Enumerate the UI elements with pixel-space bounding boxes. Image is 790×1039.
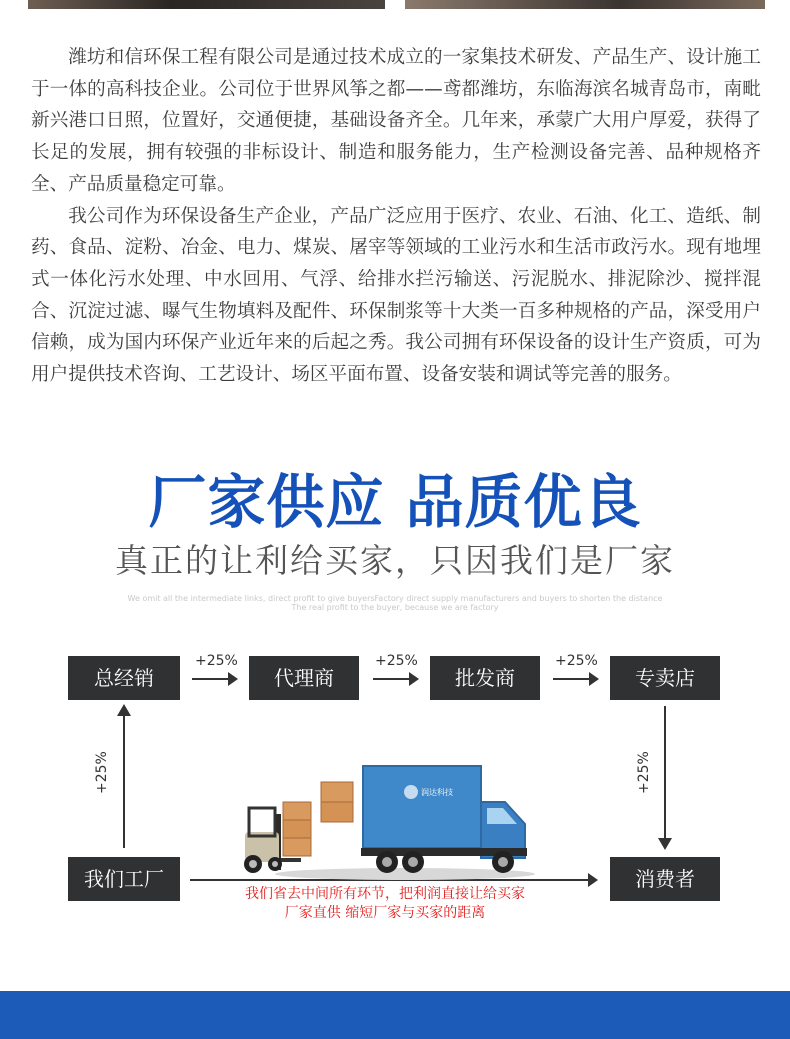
truck-brand-text: 润达科技 [421,788,453,797]
subheadline: 真正的让利给买家，只因我们是厂家 [115,541,675,580]
box-agent: 代理商 [249,656,359,700]
arrow-right-icon [553,678,597,680]
box-wholesaler: 批发商 [430,656,540,700]
intro-paragraph-2: 我公司作为环保设备生产企业，产品广泛应用于医疗、农业、石油、化工、造纸、制药、食品、淀粉、冶金、电力、煤炭、屠宰等领域的工业污水和生活市政污水。现有地埋式一体化污水处理、中水回用、气浮、给排水拦污输送、污泥脱水、排泥除沙、搅拌混合、沉淀过滤、曝气生物填料及配件、环保制浆等十大类一百多种规格的产品，深受用户信赖，成为国内环保产业近年来的后起之秀。我公司拥有环保设备的设计生产资质，可为用户提供技术咨询、工艺设计、场区平面布置、设备安装和调试等完善的服务。 [31,205,761,386]
box-factory: 我们工厂 [68,857,180,901]
markup-label-3: +25% [555,653,598,669]
box-store: 专卖店 [610,656,720,700]
markup-label-right: +25% [636,751,652,794]
arrow-right-icon [192,678,236,680]
arrow-right-icon [373,678,417,680]
top-photo-right [405,0,765,9]
box-dealer: 总经销 [68,656,180,700]
markup-label-1: +25% [195,653,238,669]
markup-label-left: +25% [94,751,110,794]
truck-forklift-illustration [235,762,535,882]
english-caption-line-2: The real profit to the buyer, because we are factory [291,603,499,612]
note-line-2: 厂家直供 缩短厂家与买家的距离 [284,905,486,921]
headline: 厂家供应 品质优良 [148,468,642,536]
english-caption-line-1: We omit all the intermediate links, direct profit to give buyersFactory direct supply manufacturers and buyers to shorten the distance [127,594,663,603]
bottom-blue-band [0,991,790,1039]
company-intro [31,42,761,391]
arrow-down-icon [664,706,666,848]
markup-label-2: +25% [375,653,418,669]
intro-paragraph-1: 潍坊和信环保工程有限公司是通过技术成立的一家集技术研发、产品生产、设计施工于一体的高科技企业。公司位于世界风筝之都——鸢都潍坊，东临海滨名城青岛市，南毗新兴港口日照，位置好，交通便捷，基础设备齐全。几年来，承蒙广大用户厚爱，获得了长足的发展，拥有较强的非标设计、制造和服务能力，生产检测设备完善、品种规格齐全、产品质量稳定可靠。 [31,47,761,195]
note-line-1: 我们省去中间所有环节，把利润直接让给买家 [245,886,525,902]
arrow-up-icon [123,706,125,848]
box-consumer: 消费者 [610,857,720,901]
top-photo-left [28,0,385,9]
